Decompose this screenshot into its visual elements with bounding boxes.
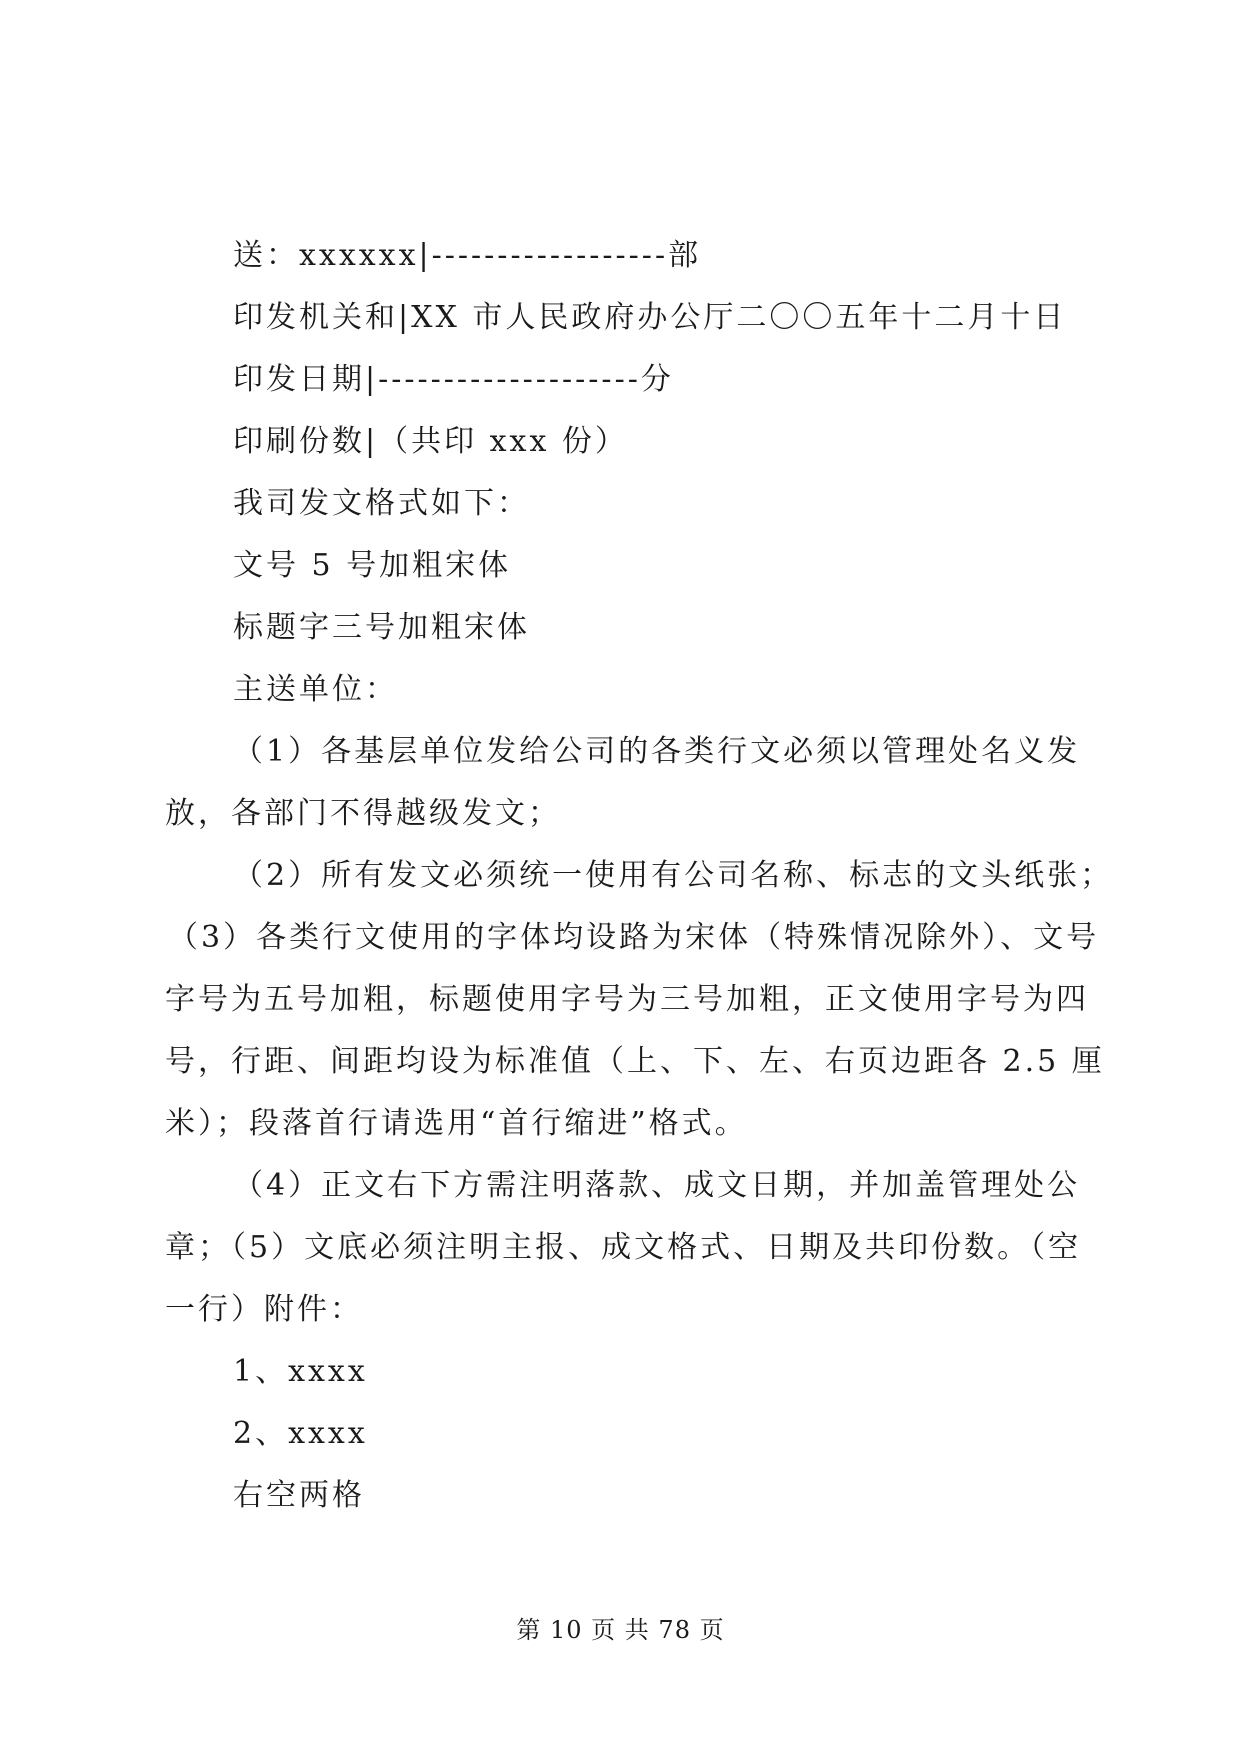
text-line-attachments: 一行）附件： [165, 1292, 363, 1327]
text-line-rule-1b: 放，各部门不得越级发文； [165, 796, 561, 831]
text-line-attachment-1: 1、xxxx [233, 1354, 368, 1389]
text-line-doc-number-font: 文号 5 号加粗宋体 [233, 548, 512, 583]
text-line-rule-3a: （3）各类行文使用的字体均设路为宋体（特殊情况除外）、文号 [168, 920, 1100, 955]
text-line-rule-1a: （1）各基层单位发给公司的各类行文必须以管理处名义发 [233, 734, 1081, 769]
text-line-issuing-authority: 印发机关和|XX 市人民政府办公厅二〇〇五年十二月十日 [233, 300, 1067, 335]
text-line-title-font: 标题字三号加粗宋体 [233, 610, 530, 645]
text-line-distribution: 送：xxxxxx|------------------部 [233, 238, 702, 273]
page-footer: 第 10 页 共 78 页 [516, 1616, 725, 1644]
text-line-rule-2: （2）所有发文必须统一使用有公司名称、标志的文头纸张； [233, 858, 1114, 893]
text-line-issue-date: 印发日期|--------------------分 [233, 362, 674, 397]
text-line-right-indent-note: 右空两格 [233, 1478, 365, 1513]
text-line-print-copies: 印刷份数|（共印 xxx 份） [233, 424, 628, 459]
text-line-format-intro: 我司发文格式如下： [233, 486, 530, 521]
text-line-attachment-2: 2、xxxx [233, 1416, 368, 1451]
text-line-recipients: 主送单位： [233, 672, 398, 707]
text-line-rule-3b: 字号为五号加粗，标题使用字号为三号加粗，正文使用字号为四 [165, 982, 1089, 1017]
text-line-rule-3d: 米）；段落首行请选用“首行缩进”格式。 [165, 1106, 748, 1141]
text-line-rule-4a: （4）正文右下方需注明落款、成文日期，并加盖管理处公 [233, 1168, 1081, 1203]
text-line-rule-4b: 章；（5）文底必须注明主报、成文格式、日期及共印份数。（空 [165, 1230, 1082, 1265]
text-line-rule-3c: 号，行距、间距均设为标准值（上、下、左、右页边距各 2.5 厘 [165, 1044, 1105, 1079]
